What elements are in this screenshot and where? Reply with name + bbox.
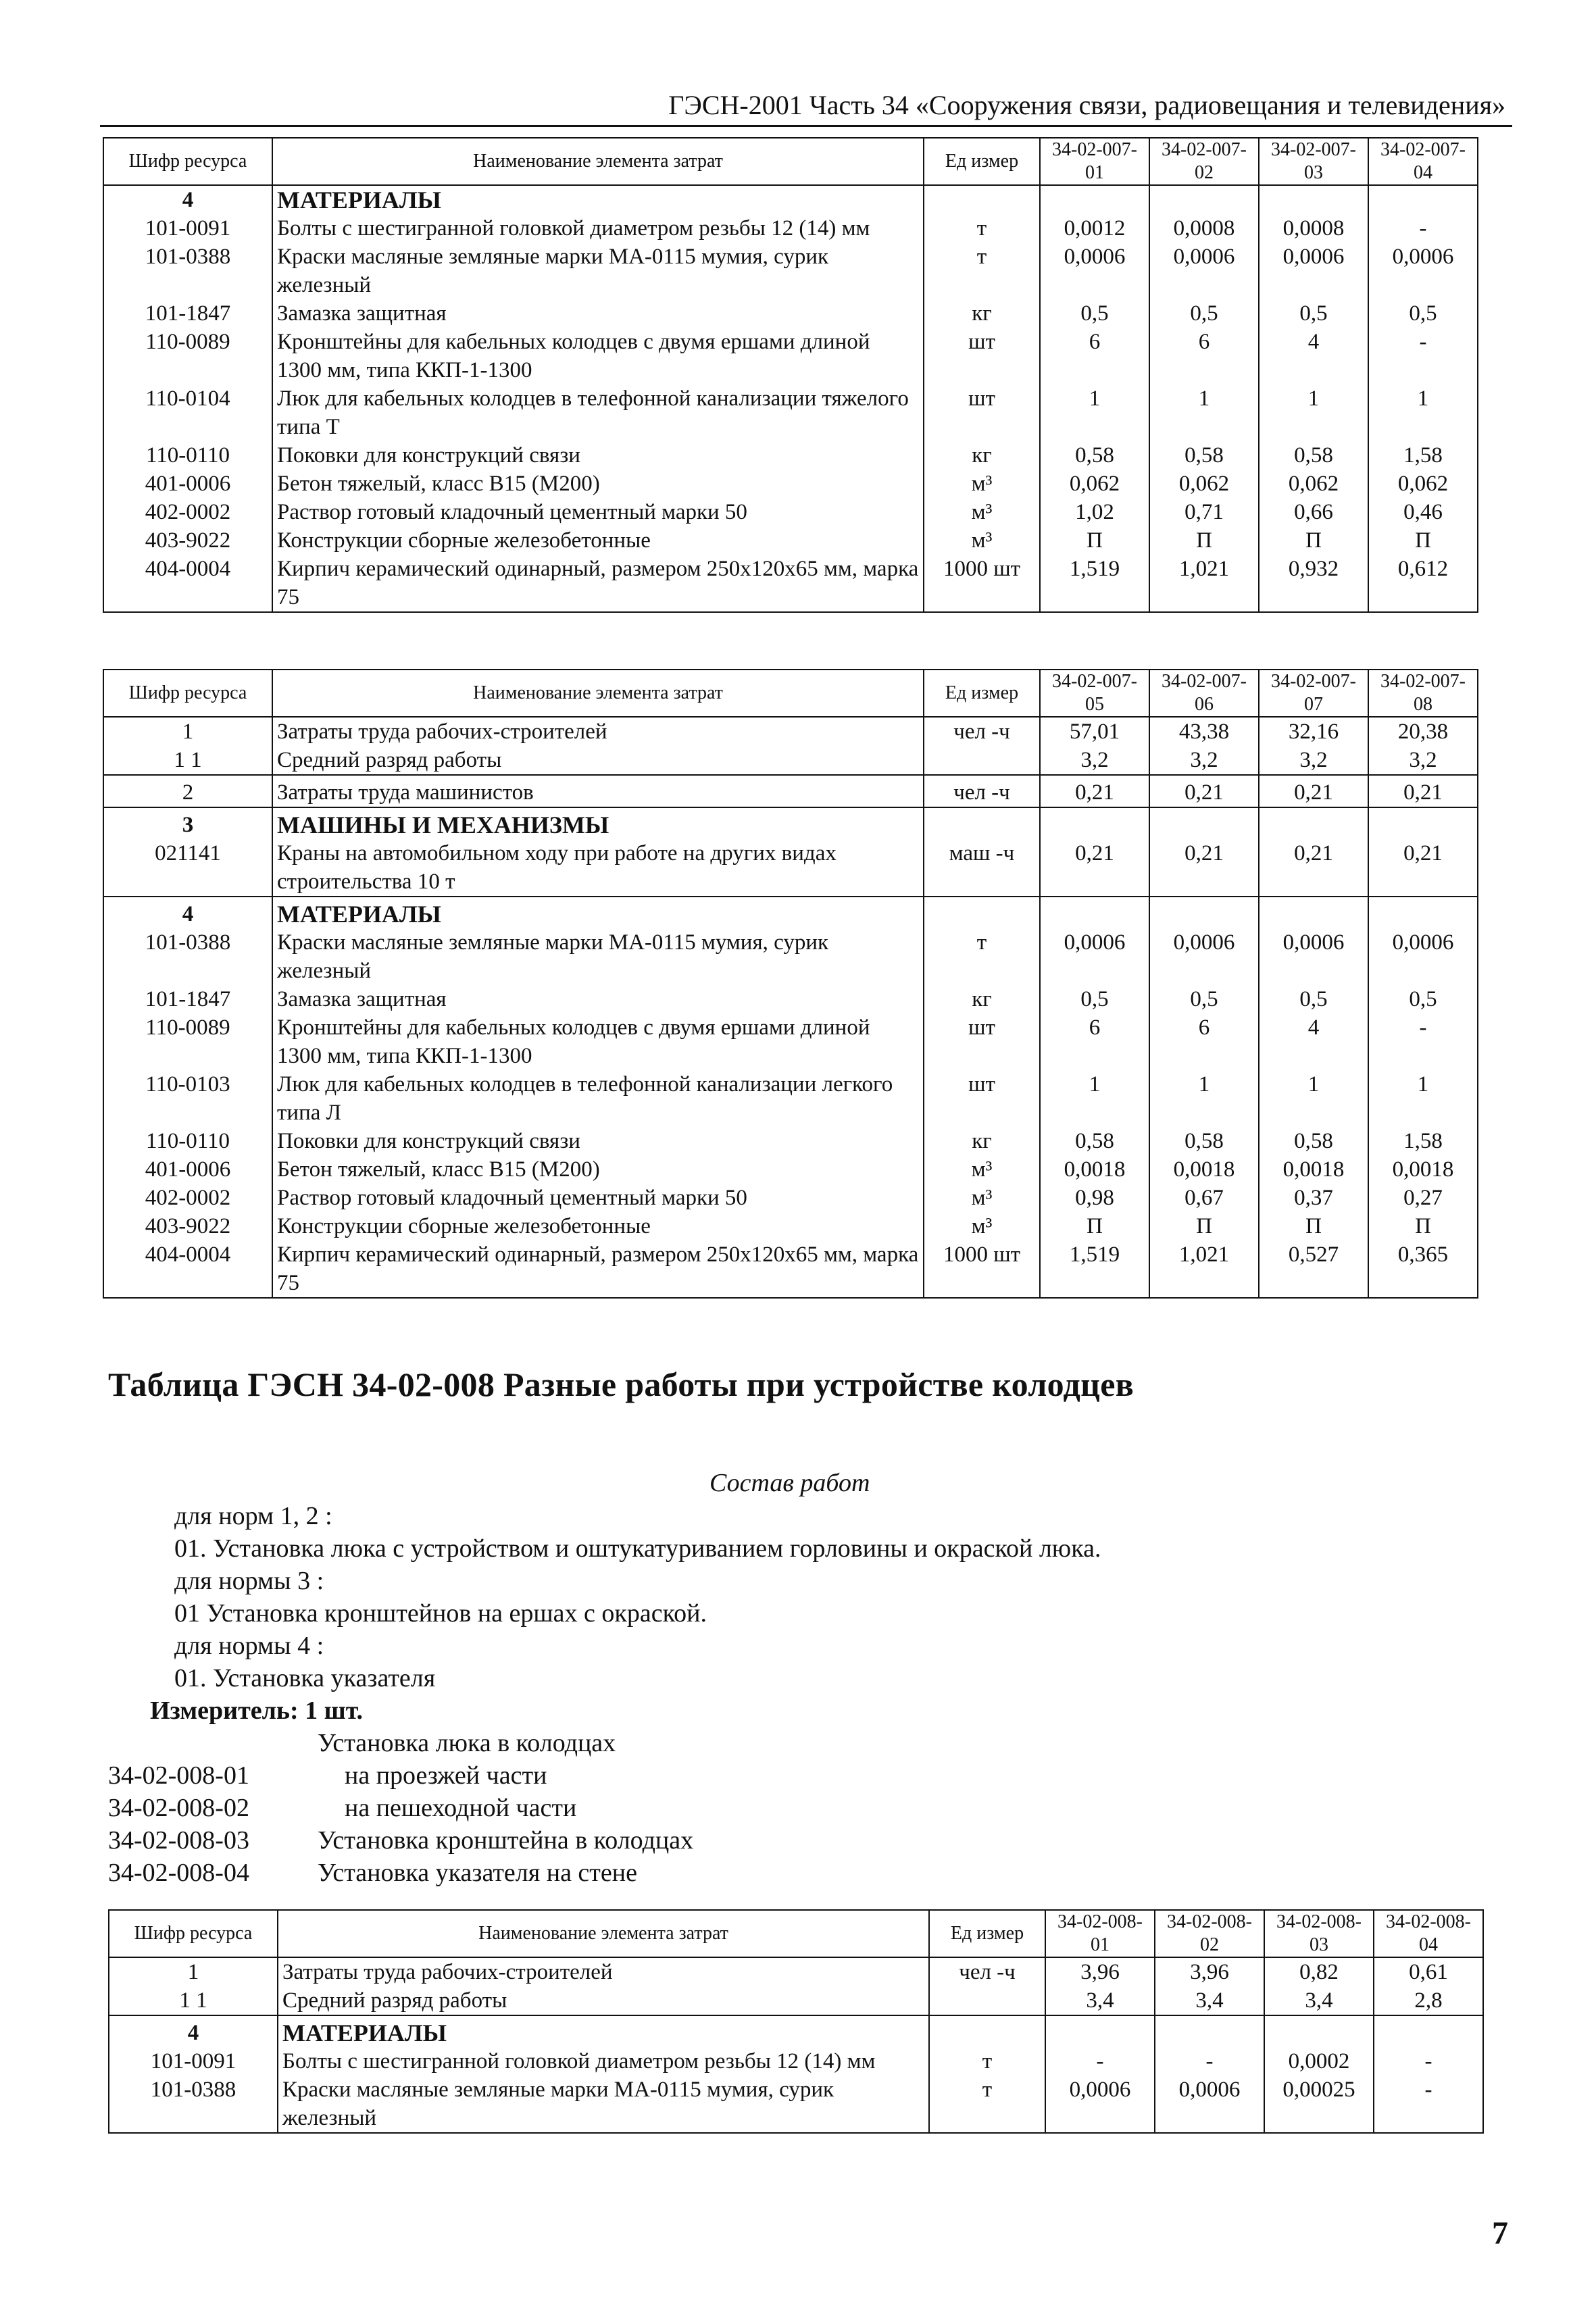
norm-value: 0,0018 <box>1040 1155 1149 1184</box>
norm-value: 43,38 <box>1149 717 1259 746</box>
norm-value: 0,61 <box>1374 1957 1483 1986</box>
resource-code: 110-0110 <box>103 441 272 470</box>
element-name: Затраты труда рабочих-строителей <box>272 717 924 746</box>
table-row <box>109 1957 1483 1986</box>
unit-of-measure: 1000 шт <box>924 555 1040 612</box>
unit-of-measure: шт <box>924 1013 1040 1070</box>
norm-value <box>1040 185 1149 214</box>
norm-value <box>1259 807 1368 839</box>
resource-table-007-05-08 <box>103 669 1478 1299</box>
norm-value <box>1045 2015 1155 2047</box>
norm-value <box>1149 897 1259 928</box>
norm-value: 4 <box>1259 1013 1368 1070</box>
norm-value: 0,37 <box>1259 1184 1368 1212</box>
header-rule <box>100 125 1512 127</box>
norm-value: П <box>1259 526 1368 555</box>
norm-value: 3,2 <box>1368 746 1478 775</box>
element-name: Конструкции сборные железобетонные <box>272 1212 924 1240</box>
resource-code: 4 <box>103 185 272 214</box>
norm-value: 0,58 <box>1149 1127 1259 1155</box>
resource-code: 101-0388 <box>103 243 272 299</box>
norm-value <box>1040 897 1149 928</box>
unit-of-measure: чел -ч <box>924 775 1040 807</box>
norm-value: П <box>1368 526 1478 555</box>
norm-value: - <box>1368 328 1478 384</box>
norm-value: 1,02 <box>1040 498 1149 526</box>
element-name: Поковки для конструкций связи <box>272 441 924 470</box>
header-unit: Ед измер <box>929 1910 1045 1957</box>
norm-value: 1 <box>1368 384 1478 441</box>
table-row <box>109 2076 1483 2133</box>
norm-value: 1 <box>1259 384 1368 441</box>
header-norm-4: 34-02-008-04 <box>1374 1910 1483 1957</box>
norm-value: 0,21 <box>1149 839 1259 897</box>
norm-value: 0,0002 <box>1264 2047 1374 2076</box>
resource-code: 110-0110 <box>103 1127 272 1155</box>
resource-table-008 <box>108 1909 1484 2134</box>
norm-value: 0,062 <box>1259 470 1368 498</box>
element-name: МАТЕРИАЛЫ <box>278 2015 929 2047</box>
norm-value: 0,5 <box>1259 299 1368 328</box>
norm-value: 0,27 <box>1368 1184 1478 1212</box>
element-name: Краны на автомобильном ходу при работе на других видах строительства 10 т <box>272 839 924 897</box>
norm-value: 0,21 <box>1040 775 1149 807</box>
work-item: 01. Установка указателя <box>174 1664 436 1692</box>
norm-value: 0,0006 <box>1040 928 1149 985</box>
norm-value: - <box>1368 1013 1478 1070</box>
table-header-row <box>103 670 1478 717</box>
norm-value: 1 <box>1149 1070 1259 1127</box>
norm-value: 0,062 <box>1040 470 1149 498</box>
element-name: Поковки для конструкций связи <box>272 1127 924 1155</box>
unit-of-measure: м³ <box>924 1212 1040 1240</box>
unit-of-measure: шт <box>924 384 1040 441</box>
norm-value: 2,8 <box>1374 1986 1483 2015</box>
resource-code: 4 <box>109 2015 278 2047</box>
resource-code: 3 <box>103 807 272 839</box>
resource-code: 101-0091 <box>103 214 272 243</box>
unit-of-measure: кг <box>924 299 1040 328</box>
norm-value: 1,519 <box>1040 555 1149 612</box>
norm-value: 4 <box>1259 328 1368 384</box>
resource-code: 101-1847 <box>103 299 272 328</box>
resource-code: 404-0004 <box>103 555 272 612</box>
element-name: Кирпич керамический одинарный, размером 250х120х65 мм, марка 75 <box>272 1240 924 1298</box>
resource-table-007-01-04 <box>103 137 1478 613</box>
unit-of-measure: маш -ч <box>924 839 1040 897</box>
norm-description: Установка кронштейна в колодцах <box>318 1826 694 1855</box>
table-group-row <box>103 807 1478 839</box>
norm-value: 1 <box>1368 1070 1478 1127</box>
norm-value: 1,519 <box>1040 1240 1149 1298</box>
unit-of-measure: т <box>924 243 1040 299</box>
resource-code: 110-0104 <box>103 384 272 441</box>
running-header: ГЭСН-2001 Часть 34 «Сооружения связи, радиовещания и телевидения» <box>668 90 1505 120</box>
norm-value: 6 <box>1040 1013 1149 1070</box>
meter-unit: Измеритель: 1 шт. <box>150 1696 364 1725</box>
element-name: МАТЕРИАЛЫ <box>272 185 924 214</box>
element-name: Люк для кабельных колодцев в телефонной канализации легкого типа Л <box>272 1070 924 1127</box>
resource-code: 110-0089 <box>103 328 272 384</box>
norm-value: П <box>1149 1212 1259 1240</box>
norm-value: П <box>1368 1212 1478 1240</box>
norm-value: 0,58 <box>1040 441 1149 470</box>
norm-value: 0,5 <box>1149 985 1259 1013</box>
norm-value: 0,0018 <box>1259 1155 1368 1184</box>
element-name: Кронштейны для кабельных колодцев с двумя ершами длиной 1300 мм, типа ККП-1-1300 <box>272 1013 924 1070</box>
element-name: Краски масляные земляные марки МА-0115 мумия, сурик железный <box>272 243 924 299</box>
resource-code: 101-0091 <box>109 2047 278 2076</box>
unit-of-measure: кг <box>924 1127 1040 1155</box>
table-row <box>103 299 1478 328</box>
norm-value: 3,4 <box>1264 1986 1374 2015</box>
table-row <box>103 214 1478 243</box>
unit-of-measure: м³ <box>924 1155 1040 1184</box>
element-name: Краски масляные земляные марки МА-0115 мумия, сурик железный <box>272 928 924 985</box>
resource-code: 101-0388 <box>103 928 272 985</box>
unit-of-measure <box>924 807 1040 839</box>
norm-value: 0,21 <box>1040 839 1149 897</box>
header-norm-1: 34-02-007-05 <box>1040 670 1149 717</box>
norm-value: 0,58 <box>1259 441 1368 470</box>
table-row <box>103 328 1478 384</box>
resource-code: 401-0006 <box>103 1155 272 1184</box>
element-name: МАШИНЫ И МЕХАНИЗМЫ <box>272 807 924 839</box>
page-number: 7 <box>1492 2215 1508 2251</box>
resource-code: 1 1 <box>103 746 272 775</box>
norm-value: 0,0006 <box>1149 243 1259 299</box>
norm-value: 0,0008 <box>1149 214 1259 243</box>
unit-of-measure <box>924 746 1040 775</box>
table-row <box>103 717 1478 746</box>
element-name: МАТЕРИАЛЫ <box>272 897 924 928</box>
unit-of-measure: т <box>929 2076 1045 2133</box>
norm-value: 0,58 <box>1259 1127 1368 1155</box>
element-name: Замазка защитная <box>272 985 924 1013</box>
element-name: Люк для кабельных колодцев в телефонной канализации тяжелого типа Т <box>272 384 924 441</box>
unit-of-measure: т <box>929 2047 1045 2076</box>
norm-value: 0,365 <box>1368 1240 1478 1298</box>
element-name: Затраты труда машинистов <box>272 775 924 807</box>
norm-value: 0,21 <box>1259 839 1368 897</box>
norm-value: 1,58 <box>1368 1127 1478 1155</box>
norm-value: 3,4 <box>1045 1986 1155 2015</box>
element-name: Кирпич керамический одинарный, размером 250х120х65 мм, марка 75 <box>272 555 924 612</box>
table-row <box>103 839 1478 897</box>
unit-of-measure: м³ <box>924 526 1040 555</box>
norm-value: 3,4 <box>1155 1986 1264 2015</box>
resource-code: 110-0089 <box>103 1013 272 1070</box>
header-norm-2: 34-02-008-02 <box>1155 1910 1264 1957</box>
unit-of-measure: кг <box>924 985 1040 1013</box>
norm-value: 3,96 <box>1045 1957 1155 1986</box>
norm-value <box>1149 185 1259 214</box>
norm-value: 0,062 <box>1368 470 1478 498</box>
table-row <box>103 1127 1478 1155</box>
table-row <box>103 1155 1478 1184</box>
norm-description: на проезжей части <box>345 1761 547 1790</box>
norm-value: 0,66 <box>1259 498 1368 526</box>
unit-of-measure: т <box>924 214 1040 243</box>
element-name: Затраты труда рабочих-строителей <box>278 1957 929 1986</box>
norm-value: 0,00025 <box>1264 2076 1374 2133</box>
unit-of-measure: м³ <box>924 1184 1040 1212</box>
norm-value: 20,38 <box>1368 717 1478 746</box>
norm-value: 0,82 <box>1264 1957 1374 1986</box>
resource-code: 021141 <box>103 839 272 897</box>
table-row <box>103 928 1478 985</box>
element-name: Болты с шестигранной головкой диаметром резьбы 12 (14) мм <box>278 2047 929 2076</box>
resource-code: 402-0002 <box>103 498 272 526</box>
unit-of-measure: м³ <box>924 498 1040 526</box>
element-name: Бетон тяжелый, класс В15 (М200) <box>272 1155 924 1184</box>
unit-of-measure <box>924 897 1040 928</box>
norm-value: 1,021 <box>1149 1240 1259 1298</box>
resource-code: 1 <box>103 717 272 746</box>
header-element-name: Наименование элемента затрат <box>272 138 924 185</box>
work-item: 01. Установка люка с устройством и оштукатуриванием горловины и окраской люка. <box>174 1534 1101 1563</box>
norm-value: 0,0018 <box>1149 1155 1259 1184</box>
norm-value: 0,67 <box>1149 1184 1259 1212</box>
table-row <box>103 985 1478 1013</box>
unit-of-measure: чел -ч <box>929 1957 1045 1986</box>
header-norm-4: 34-02-007-08 <box>1368 670 1478 717</box>
norm-value: 1,58 <box>1368 441 1478 470</box>
norm-value: 6 <box>1149 1013 1259 1070</box>
table-row <box>103 1184 1478 1212</box>
norm-value: 0,0006 <box>1149 928 1259 985</box>
norm-value: 0,0018 <box>1368 1155 1478 1184</box>
norm-value: 1 <box>1149 384 1259 441</box>
norm-value: П <box>1149 526 1259 555</box>
work-item: 01 Установка кронштейнов на ершах с окраской. <box>174 1599 707 1628</box>
norm-value: 6 <box>1040 328 1149 384</box>
element-name: Болты с шестигранной головкой диаметром резьбы 12 (14) мм <box>272 214 924 243</box>
norm-code: 34-02-008-03 <box>108 1826 249 1855</box>
header-norm-2: 34-02-007-06 <box>1149 670 1259 717</box>
table-row <box>103 555 1478 612</box>
header-resource-code: Шифр ресурса <box>103 670 272 717</box>
element-name: Средний разряд работы <box>278 1986 929 2015</box>
norm-value: 3,2 <box>1259 746 1368 775</box>
norm-value: 0,5 <box>1149 299 1259 328</box>
norm-code: 34-02-008-01 <box>108 1761 249 1790</box>
table-row <box>103 243 1478 299</box>
element-name: Раствор готовый кладочный цементный марки 50 <box>272 498 924 526</box>
norm-value <box>1155 2015 1264 2047</box>
norm-value: 0,21 <box>1368 839 1478 897</box>
resource-code: 1 <box>109 1957 278 1986</box>
table-row <box>103 498 1478 526</box>
resource-code: 404-0004 <box>103 1240 272 1298</box>
norm-value <box>1368 897 1478 928</box>
table-row <box>103 1240 1478 1298</box>
table-row <box>103 1070 1478 1127</box>
norm-value: 0,5 <box>1259 985 1368 1013</box>
norm-value: 3,2 <box>1149 746 1259 775</box>
norm-value: 0,932 <box>1259 555 1368 612</box>
norm-value: 1 <box>1040 384 1149 441</box>
unit-of-measure: 1000 шт <box>924 1240 1040 1298</box>
norm-value: 1 <box>1040 1070 1149 1127</box>
work-composition-heading: Состав работ <box>709 1469 870 1497</box>
resource-code: 401-0006 <box>103 470 272 498</box>
element-name: Раствор готовый кладочный цементный марки 50 <box>272 1184 924 1212</box>
table-header-row <box>109 1910 1483 1957</box>
header-norm-1: 34-02-008-01 <box>1045 1910 1155 1957</box>
norm-value: 0,0006 <box>1045 2076 1155 2133</box>
norm-value <box>1368 185 1478 214</box>
norm-value: 0,58 <box>1040 1127 1149 1155</box>
norm-code: 34-02-008-04 <box>108 1859 249 1887</box>
norm-value: 0,0006 <box>1040 243 1149 299</box>
unit-of-measure: шт <box>924 328 1040 384</box>
element-name: Конструкции сборные железобетонные <box>272 526 924 555</box>
table-row <box>103 384 1478 441</box>
norms-applicability: для нормы 4 : <box>174 1632 324 1660</box>
norm-value: 0,21 <box>1149 775 1259 807</box>
element-name: Кронштейны для кабельных колодцев с двумя ершами длиной 1300 мм, типа ККП-1-1300 <box>272 328 924 384</box>
norms-applicability: для норм 1, 2 : <box>174 1502 332 1530</box>
norm-value: 0,062 <box>1149 470 1259 498</box>
header-norm-3: 34-02-007-07 <box>1259 670 1368 717</box>
header-element-name: Наименование элемента затрат <box>278 1910 929 1957</box>
norm-value: П <box>1040 1212 1149 1240</box>
norm-value: - <box>1155 2047 1264 2076</box>
norm-value: - <box>1374 2076 1483 2133</box>
table-row <box>103 1212 1478 1240</box>
norm-value: 0,0012 <box>1040 214 1149 243</box>
header-unit: Ед измер <box>924 670 1040 717</box>
norm-value: 0,5 <box>1368 985 1478 1013</box>
table-row <box>103 775 1478 807</box>
norm-value: - <box>1368 214 1478 243</box>
unit-of-measure <box>924 185 1040 214</box>
norm-value: 3,2 <box>1040 746 1149 775</box>
norm-value: 6 <box>1149 328 1259 384</box>
norm-value <box>1374 2015 1483 2047</box>
norm-value: 0,0006 <box>1259 243 1368 299</box>
unit-of-measure: чел -ч <box>924 717 1040 746</box>
norm-value: 0,0006 <box>1259 928 1368 985</box>
norm-value: 0,71 <box>1149 498 1259 526</box>
table-row <box>103 441 1478 470</box>
norm-value: 0,527 <box>1259 1240 1368 1298</box>
header-element-name: Наименование элемента затрат <box>272 670 924 717</box>
table-row <box>109 1986 1483 2015</box>
table-row <box>109 2047 1483 2076</box>
norm-value: 1 <box>1259 1070 1368 1127</box>
norm-value <box>1149 807 1259 839</box>
table-row <box>103 746 1478 775</box>
section-title: Таблица ГЭСН 34-02-008 Разные работы при устройстве колодцев <box>108 1365 1134 1403</box>
norm-value: 1,021 <box>1149 555 1259 612</box>
resource-code: 101-1847 <box>103 985 272 1013</box>
resource-code: 403-9022 <box>103 526 272 555</box>
norm-value: 0,0008 <box>1259 214 1368 243</box>
norm-value: 0,0006 <box>1368 243 1478 299</box>
element-name: Замазка защитная <box>272 299 924 328</box>
unit-of-measure: т <box>924 928 1040 985</box>
table-row <box>103 1013 1478 1070</box>
norm-value: 0,5 <box>1040 299 1149 328</box>
unit-of-measure: кг <box>924 441 1040 470</box>
header-norm-3: 34-02-008-03 <box>1264 1910 1374 1957</box>
header-norm-4: 34-02-007-04 <box>1368 138 1478 185</box>
norm-value <box>1259 185 1368 214</box>
norm-code: 34-02-008-02 <box>108 1794 249 1822</box>
resource-code: 2 <box>103 775 272 807</box>
unit-of-measure <box>929 1986 1045 2015</box>
header-unit: Ед измер <box>924 138 1040 185</box>
norm-value <box>1368 807 1478 839</box>
header-norm-2: 34-02-007-02 <box>1149 138 1259 185</box>
norm-value: - <box>1045 2047 1155 2076</box>
resource-code: 4 <box>103 897 272 928</box>
norm-value: 0,98 <box>1040 1184 1149 1212</box>
norm-value: 0,58 <box>1149 441 1259 470</box>
table-row <box>103 526 1478 555</box>
norm-value: 57,01 <box>1040 717 1149 746</box>
unit-of-measure: шт <box>924 1070 1040 1127</box>
resource-code: 101-0388 <box>109 2076 278 2133</box>
table-group-row <box>103 185 1478 214</box>
resource-code: 403-9022 <box>103 1212 272 1240</box>
norm-value: 0,612 <box>1368 555 1478 612</box>
header-resource-code: Шифр ресурса <box>109 1910 278 1957</box>
norm-value: 0,5 <box>1040 985 1149 1013</box>
norm-description: на пешеходной части <box>345 1794 577 1822</box>
norm-value: П <box>1259 1212 1368 1240</box>
norm-value <box>1040 807 1149 839</box>
norm-value <box>1259 897 1368 928</box>
header-norm-1: 34-02-007-01 <box>1040 138 1149 185</box>
norms-applicability: для нормы 3 : <box>174 1567 324 1595</box>
table-header-row <box>103 138 1478 185</box>
table-group-row <box>103 897 1478 928</box>
norm-value: П <box>1040 526 1149 555</box>
header-resource-code: Шифр ресурса <box>103 138 272 185</box>
norm-value: 0,21 <box>1368 775 1478 807</box>
header-norm-3: 34-02-007-03 <box>1259 138 1368 185</box>
norm-value: 0,0006 <box>1368 928 1478 985</box>
norm-description: Установка указателя на стене <box>318 1859 637 1887</box>
element-name: Краски масляные земляные марки МА-0115 мумия, сурик железный <box>278 2076 929 2133</box>
element-name: Бетон тяжелый, класс В15 (М200) <box>272 470 924 498</box>
unit-of-measure: м³ <box>924 470 1040 498</box>
norm-value <box>1264 2015 1374 2047</box>
norm-value: 0,46 <box>1368 498 1478 526</box>
norm-value: 0,0006 <box>1155 2076 1264 2133</box>
norm-value: 3,96 <box>1155 1957 1264 1986</box>
table-row <box>103 470 1478 498</box>
resource-code: 110-0103 <box>103 1070 272 1127</box>
norm-value: - <box>1374 2047 1483 2076</box>
unit-of-measure <box>929 2015 1045 2047</box>
norm-value: 32,16 <box>1259 717 1368 746</box>
norm-value: 0,5 <box>1368 299 1478 328</box>
norm-value: 0,21 <box>1259 775 1368 807</box>
norm-subheading: Установка люка в колодцах <box>318 1729 616 1757</box>
resource-code: 402-0002 <box>103 1184 272 1212</box>
table-group-row <box>109 2015 1483 2047</box>
resource-code: 1 1 <box>109 1986 278 2015</box>
element-name: Средний разряд работы <box>272 746 924 775</box>
